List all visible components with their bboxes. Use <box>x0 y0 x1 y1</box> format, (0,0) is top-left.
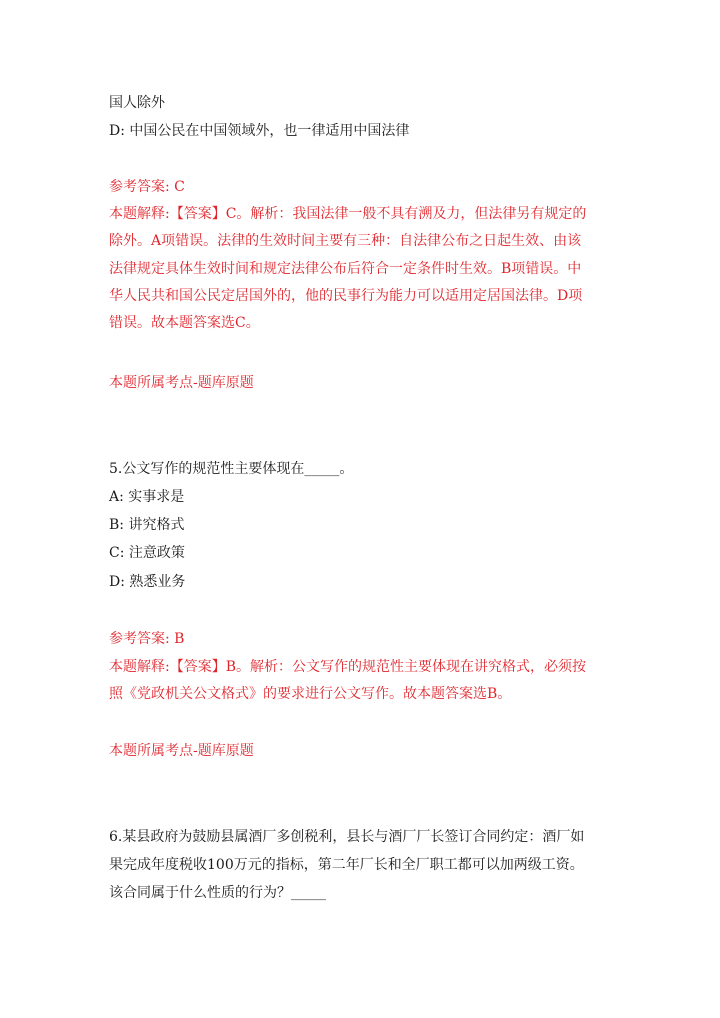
q5-option-d: D: 熟悉业务 <box>109 574 186 590</box>
q5-option-b: B: 讲究格式 <box>109 517 185 533</box>
q4-option-c-tail: 国人除外 <box>109 95 165 111</box>
q5-explanation-line: 照《党政机关公文格式》的要求进行公文写作。故本题答案选B。 <box>109 686 512 702</box>
q5-explanation-line: 本题解释:【答案】B。解析：公文写作的规范性主要体现在讲究格式，必须按 <box>109 659 587 675</box>
q4-option-d: D: 中国公民在中国领域外，也一律适用中国法律 <box>109 123 410 139</box>
q5-option-a: A: 实事求是 <box>109 489 185 505</box>
q4-explanation-line: 华人民共和国公民定居国外的，他的民事行为能力可以适用定居国法律。D项 <box>109 288 583 304</box>
q4-category: 本题所属考点-题库原题 <box>109 375 254 391</box>
q5-answer: 参考答案: B <box>109 631 185 647</box>
q6-stem-line: 果完成年度税收100万元的指标，第二年厂长和全厂职工都可以加两级工资。 <box>109 857 584 873</box>
q5-stem: 5.公文写作的规范性主要体现在_____。 <box>109 461 354 477</box>
q5-category: 本题所属考点-题库原题 <box>109 743 254 759</box>
q6-stem-line: 该合同属于什么性质的行为？_____ <box>109 885 326 901</box>
q4-answer: 参考答案: C <box>109 179 185 195</box>
q4-explanation-line: 本题解释:【答案】C。解析：我国法律一般不具有溯及力，但法律另有规定的 <box>109 206 587 222</box>
q4-explanation-line: 除外。A项错误。法律的生效时间主要有三种：自法律公布之日起生效、由该 <box>109 233 582 249</box>
q5-option-c: C: 注意政策 <box>109 545 185 561</box>
q4-explanation-line: 法律规定具体生效时间和规定法律公布后符合一定条件时生效。B项错误。中 <box>109 261 582 277</box>
q6-stem-line: 6.某县政府为鼓励县属酒厂多创税利，县长与酒厂厂长签订合同约定：酒厂如 <box>109 829 585 845</box>
q4-explanation-line: 错误。故本题答案选C。 <box>109 315 260 331</box>
